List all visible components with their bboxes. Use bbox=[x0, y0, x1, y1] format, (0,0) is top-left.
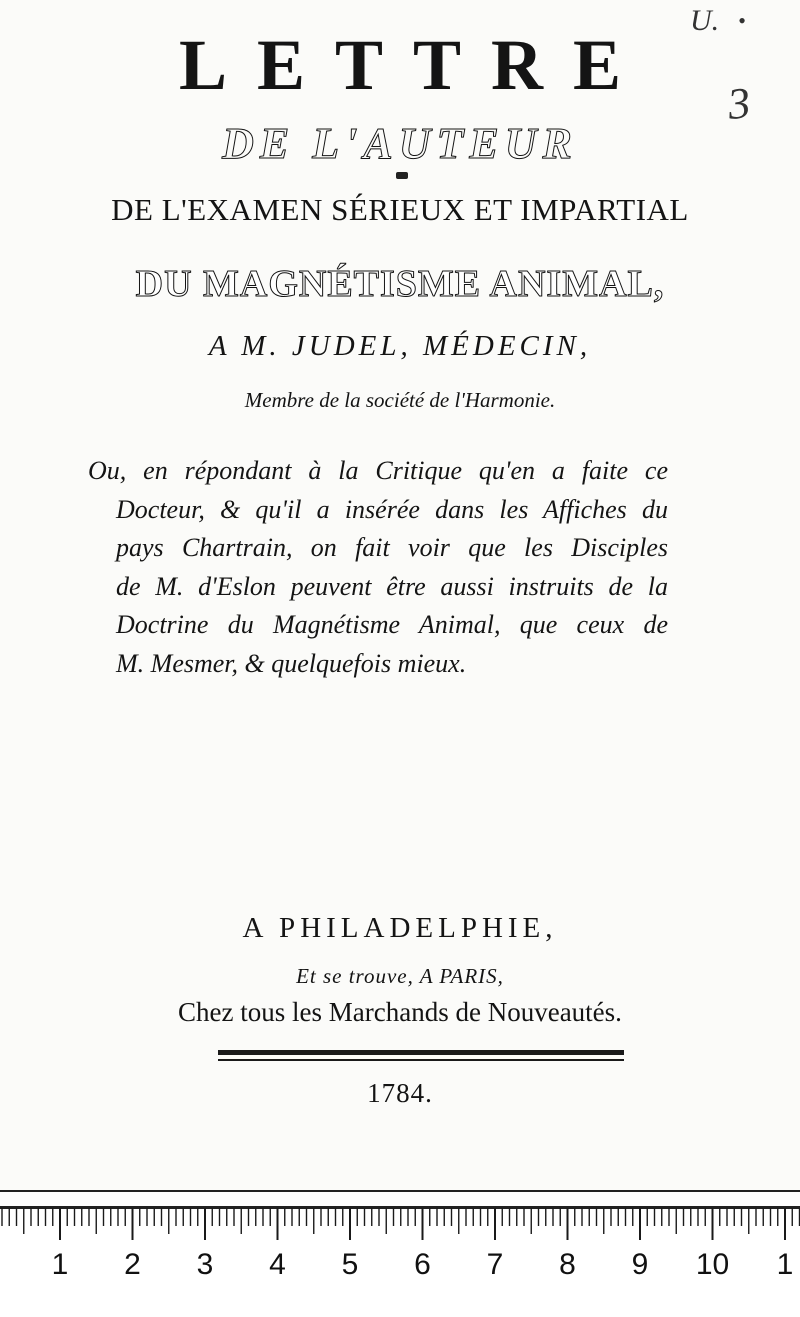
paragraph-line: de M. d'Eslon peuvent être aussi instruits de la bbox=[116, 571, 668, 601]
paragraph-line: pays Chartrain, on fait voir que les Disciples bbox=[116, 533, 668, 562]
paragraph-line: Ou, en répondant à la Critique qu'en a faite ce bbox=[88, 456, 668, 485]
ruler-label: 8 bbox=[559, 1248, 576, 1281]
measurement-ruler bbox=[0, 1190, 800, 1317]
ruler-label: 1 bbox=[776, 1248, 794, 1281]
imprint-year: 1784. bbox=[367, 1078, 433, 1108]
ruler-label: 5 bbox=[341, 1248, 359, 1281]
margin-dot: • bbox=[738, 8, 746, 33]
ruler-label: 4 bbox=[269, 1248, 286, 1281]
paragraph-line: Doctrine du Magnétisme Animal, que ceux de bbox=[116, 610, 668, 639]
paragraph-line: M. Mesmer, & quelquefois mieux. bbox=[116, 648, 467, 678]
subtitle: DE L'AUTEUR bbox=[222, 119, 578, 168]
double-rule-thin bbox=[218, 1059, 624, 1061]
ruler-label: 7 bbox=[486, 1248, 504, 1281]
ruler-label: 2 bbox=[124, 1248, 141, 1281]
imprint-chez: Chez tous les Marchands de Nouveautés. bbox=[178, 997, 622, 1027]
ruler-label: 1 bbox=[51, 1248, 69, 1281]
ruler-ticks bbox=[0, 1204, 800, 1240]
margin-annotation: U. bbox=[690, 4, 720, 37]
imprint-trouve: Et se trouve, A PARIS, bbox=[296, 964, 504, 988]
ornament-dot bbox=[396, 172, 408, 179]
ruler-label: 9 bbox=[631, 1248, 649, 1281]
ruler-label: 6 bbox=[414, 1248, 431, 1281]
line-membre: Membre de la société de l'Harmonie. bbox=[244, 388, 556, 412]
line-magnetisme: DU MAGNÉTISME ANIMAL, bbox=[135, 263, 665, 305]
ruler-label: 10 bbox=[695, 1248, 730, 1281]
ruler-label: 3 bbox=[196, 1248, 214, 1281]
line-addressee: A M. JUDEL, MÉDECIN, bbox=[208, 330, 592, 362]
line-examen: DE L'EXAMEN SÉRIEUX ET IMPARTIAL bbox=[111, 192, 689, 227]
imprint-place: A PHILADELPHIE, bbox=[242, 912, 558, 944]
ruler-tick-marks bbox=[0, 1204, 800, 1240]
double-rule-thick bbox=[218, 1050, 624, 1055]
page-title: LETTRE bbox=[178, 25, 652, 105]
paragraph-line: Docteur, & qu'il a insérée dans les Affiches du bbox=[116, 494, 668, 524]
description-paragraph bbox=[88, 452, 668, 683]
margin-page-number: 3 bbox=[725, 77, 753, 130]
